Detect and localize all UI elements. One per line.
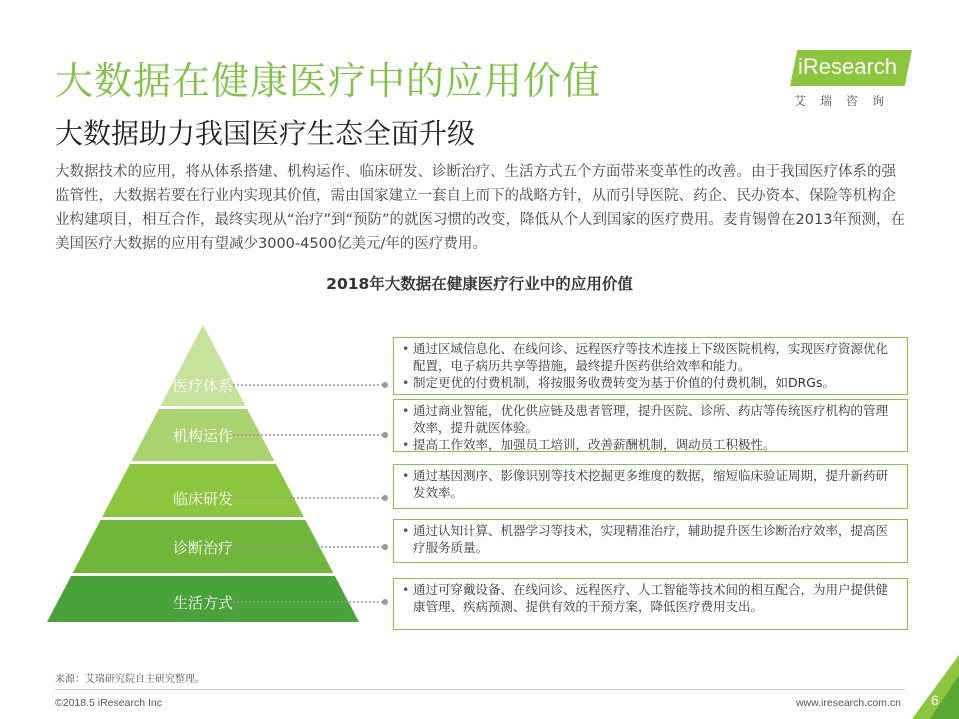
tier-description-box-1 — [393, 337, 908, 395]
tier-bullet-item: • 通过基因测序、影像识别等技术挖掘更多维度的数据，缩短临床验证周期，提升新药研发效率。 — [402, 467, 897, 501]
tier-bullet-item: • 通过区域信息化、在线问诊、远程医疗等技术连接上下级医院机构，实现医疗资源优化配置，电子病历共享等措施，最终提升医药供给效率和能力。 — [402, 340, 897, 374]
tier-label-3: 临床研发 — [172, 490, 233, 508]
tier-description-box-3 — [393, 464, 908, 509]
copyright: ©2018.5 iResearch Inc — [55, 697, 162, 709]
tier-bullet-item: • 通过可穿戴设备、在线问诊、远程医疗、人工智能等技术间的相互配合，为用户提供健康管理、疾病预测、提供有效的干预方案，降低医疗费用支出。 — [402, 581, 897, 615]
source-note: 来源：艾瑞研究院自主研究整理。 — [55, 674, 205, 685]
intro-paragraph: 大数据技术的应用，将从体系搭建、机构运作、临床研发、诊断治疗、生活方式五个方面带来变革性的改善。由于我国医疗体系的强监管性，大数据若要在行业内实现其价值，需由国家建立一套自上而下的战略方针，从而引导医院、药企、民办资本、保险等机构企业构建项目，相互合作，最终实现从“治疗”到“预防”的就医习惯的改变，降低从个人到国家的医疗费用。麦肯锡曾在2013年预测，在美国医疗大数据的应用有望减少3000-4500亿美元/年的医疗费用。 — [55, 164, 905, 252]
tier-connector-dot-2 — [382, 432, 388, 438]
tier-connector-dot-3 — [382, 495, 388, 501]
tier-bullet-item: • 提高工作效率，加强员工培训，改善薪酬机制，调动员工积极性。 — [402, 436, 897, 453]
tier-label-2: 机构运作 — [172, 427, 233, 445]
tier-connector-dot-5 — [382, 599, 388, 605]
diagram-title: 2018年大数据在健康医疗行业中的应用价值 — [326, 275, 633, 293]
tier-description-box-4 — [393, 519, 908, 563]
tier-label-5: 生活方式 — [172, 594, 233, 612]
page-title: 大数据在健康医疗中的应用价值 — [55, 59, 602, 103]
tier-bullet-item: • 通过商业智能，优化供应链及患者管理，提升医院、诊所、药店等传统医疗机构的管理效率，提升就医体验。 — [402, 402, 897, 436]
corner-decoration — [912, 655, 959, 719]
tier-connector-dot-4 — [382, 544, 388, 550]
footer-divider — [55, 689, 905, 690]
tier-label-4: 诊断治疗 — [172, 539, 233, 557]
logo-subtext: 艾瑞咨询 — [794, 94, 899, 108]
tier-description-box-5 — [393, 578, 908, 630]
tier-connector-dot-1 — [382, 382, 388, 388]
tier-bullet-item: • 制定更优的付费机制，将按服务收费转变为基于价值的付费机制，如DRGs。 — [402, 374, 897, 391]
page-subtitle: 大数据助力我国医疗生态全面升级 — [55, 117, 476, 150]
logo-text: iResearch — [798, 54, 898, 79]
page-number: 6 — [931, 692, 939, 708]
tier-description-box-2 — [393, 399, 908, 452]
tier-bullet-item: • 通过认知计算、机器学习等技术，实现精准治疗，辅助提升医生诊断治疗效率，提高医疗服务质量。 — [402, 522, 897, 556]
tier-label-1: 医疗体系 — [172, 377, 233, 395]
website-link[interactable]: www.iresearch.com.cn — [795, 697, 901, 709]
